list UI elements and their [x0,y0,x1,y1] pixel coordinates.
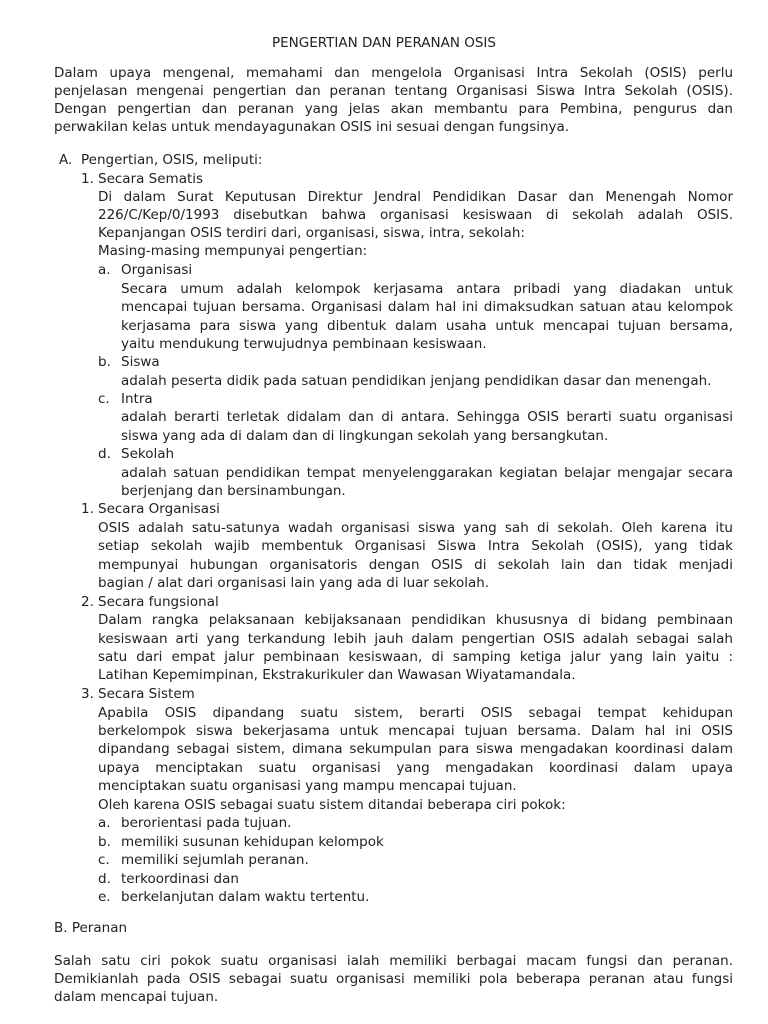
term-marker: d. [98,446,111,462]
section-b-line: dalam mencapai tujuan. [54,989,219,1005]
semantis-line: Kepanjangan OSIS terdiri dari, organisasi, siswa, intra, sekolah: [98,225,525,241]
intro-line: penjelasan mengenai pengertian dan peranan tentang Organisasi Siswa Intra Sekolah (OSIS). [54,83,733,99]
term-line: adalah satuan pendidikan tempat menyelenggarakan kegiatan belajar mengajar secara [121,465,733,481]
semantis-marker: 1. [81,171,94,187]
term-marker: c. [98,391,110,407]
document-title: PENGERTIAN DAN PERANAN OSIS [271,35,496,51]
organisasi-line: setiap sekolah wajib membentuk Organisasi Siswa Intra Sekolah (OSIS), yang tidak [98,538,733,554]
ciri-marker: a. [98,815,111,831]
fungsional-line: Latihan Kepemimpinan, Ekstrakurikuler dan Wawasan Wiyatamandala. [98,667,576,683]
organisasi-line: OSIS adalah satu-satunya wadah organisasi siswa yang sah di sekolah. Oleh karena itu [98,520,733,536]
semantis-line: Masing-masing mempunyai pengertian: [98,243,368,259]
ciri-marker: b. [98,834,111,850]
section-a-marker: A. [59,152,73,168]
ciri-marker: c. [98,852,110,868]
sistem-line: dipandang sebagai sistem, dimana sekumpulan para siswa mengadakan koordinasi dalam [98,741,733,757]
sistem-line: Oleh karena OSIS sebagai suatu sistem ditandai beberapa ciri pokok: [98,797,566,813]
ciri-marker: e. [98,889,111,905]
fungsional-line: kesiswaan arti yang terkandung lebih jauh dalam pengertian OSIS adalah sebagai salah [98,631,733,647]
intro-line: Dengan pengertian dan peranan yang jelas akan membantu para Pembina, pengurus dan [54,101,733,117]
term-line: mencapai tujuan bersama. Organisasi dalam hal ini dimaksudkan satuan atau kelompok [121,299,733,315]
sistem-line: Apabila OSIS dipandang suatu sistem, berarti OSIS sebagai tempat kehidupan [98,705,733,721]
term-label: Sekolah [121,446,175,462]
organisasi-heading: Secara Organisasi [98,501,220,517]
fungsional-heading: Secara fungsional [98,594,219,610]
term-line: adalah berarti terletak didalam dan di antara. Sehingga OSIS berarti suatu organisasi [121,409,733,425]
ciri-item: berorientasi pada tujuan. [121,815,292,831]
term-line: Secara umum adalah kelompok kerjasama antara pribadi yang diadakan untuk [121,281,733,297]
sistem-line: upaya menciptakan suatu organisasi yang mengadakan koordinasi dalam upaya [98,760,733,776]
ciri-item: berkelanjutan dalam waktu tertentu. [121,889,370,905]
semantis-heading: Secara Sematis [98,171,204,187]
term-marker: b. [98,354,111,370]
section-a-heading: Pengertian, OSIS, meliputi: [81,152,263,168]
section-b-line: Salah satu ciri pokok suatu organisasi ialah memiliki berbagai macam fungsi dan peranan. [54,953,733,969]
organisasi-line: bagian / alat dari organisasi lain yang ada di luar sekolah. [98,575,490,591]
ciri-item: memiliki susunan kehidupan kelompok [121,834,384,850]
term-line: kerjasama para siswa yang dibentuk dalam usaha untuk mencapai tujuan bersama, [121,318,733,334]
semantis-line: Di dalam Surat Keputusan Direktur Jendral Pendidikan Dasar dan Menengah Nomor [98,189,733,205]
term-label: Intra [121,391,153,407]
term-line: adalah peserta didik pada satuan pendidikan jenjang pendidikan dasar dan menengah. [121,373,712,389]
sistem-marker: 3. [81,686,94,702]
term-line: siswa yang ada di dalam dan di lingkungan sekolah yang bersangkutan. [121,428,609,444]
ciri-item: memiliki sejumlah peranan. [121,852,309,868]
organisasi-line: mempunyai hubungan organisatoris dengan OSIS di sekolah lain dan tidak menjadi [98,557,733,573]
section-b-heading: B. Peranan [54,920,128,936]
term-label: Siswa [121,354,160,370]
fungsional-marker: 2. [81,594,94,610]
semantis-line: 226/C/Kep/0/1993 disebutkan bahwa organisasi kesiswaan di sekolah adalah OSIS. [98,207,733,223]
section-b-line: Demikianlah pada OSIS sebagai suatu organisasi memiliki pola beberapa peranan atau fungsi [54,971,733,987]
sistem-heading: Secara Sistem [98,686,195,702]
intro-line: Dalam upaya mengenal, memahami dan mengelola Organisasi Intra Sekolah (OSIS) perlu [54,65,733,81]
fungsional-line: satu dari empat jalur pembinaan kesiswaan, di samping ketiga jalur yang lain yaitu : [98,649,733,665]
ciri-item: terkoordinasi dan [121,871,239,887]
intro-line: perwakilan kelas untuk mendayagunakan OSIS ini sesuai dengan fungsinya. [54,119,570,135]
term-label: Organisasi [121,262,193,278]
term-line: yaitu mendukung terwujudnya pembinaan kesiswaan. [121,336,487,352]
ciri-marker: d. [98,871,111,887]
sistem-line: menciptakan suatu organisasi yang mampu mencapai tujuan. [98,778,517,794]
fungsional-line: Dalam rangka pelaksanaan kebijaksanaan pendidikan khususnya di bidang pembinaan [98,612,733,628]
term-line: berjenjang dan bersinambungan. [121,483,346,499]
term-marker: a. [98,262,111,278]
sistem-line: berkelompok siswa bekerjasama untuk mencapai tujuan bersama. Dalam hal ini OSIS [98,723,733,739]
organisasi-marker: 1. [81,501,94,517]
